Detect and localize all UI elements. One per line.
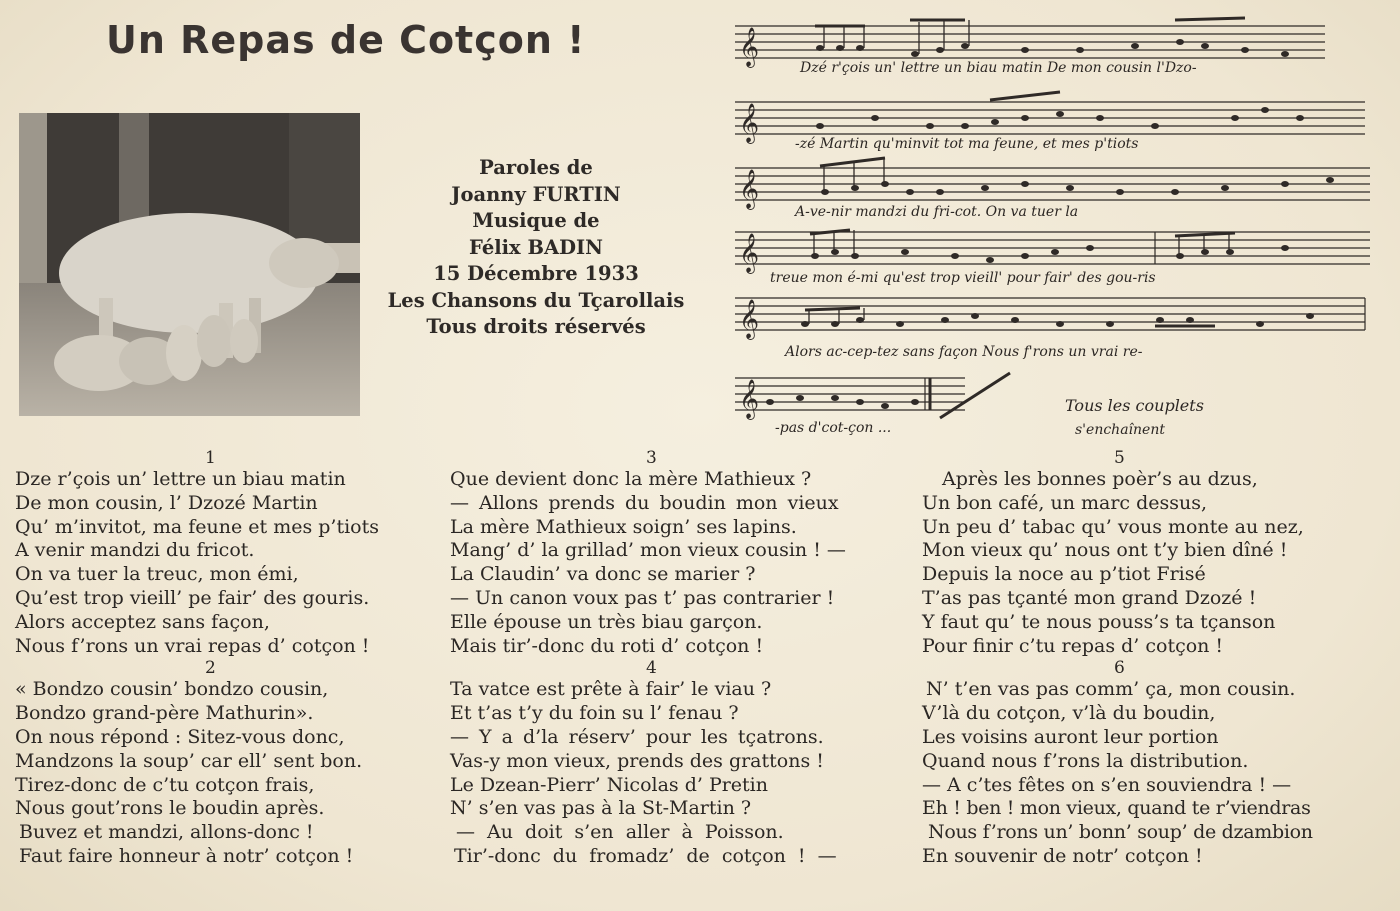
- verse-line: Faut faire honneur à notr’ cotçon !: [19, 844, 354, 867]
- verse-line: Eh ! ben ! mon vieux, quand te r’viendras: [922, 797, 1311, 820]
- verse-number: 1: [205, 448, 216, 468]
- credits-line: Paroles de: [479, 156, 593, 179]
- verse-line: Y faut qu’ te nous pouss’s ta tçanson: [922, 610, 1276, 633]
- verse-line: Nous f’rons un’ bonn’ soup’ de dzambion: [928, 821, 1313, 844]
- verse-line: Et t’as t’y du foin su l’ fenau ?: [450, 702, 739, 725]
- verse-line: Le Dzean-Pierr’ Nicolas d’ Pretin: [450, 773, 768, 796]
- score-lyrics-3: A-ve-nir mandzi du fri-cot. On va tuer la: [795, 204, 1079, 220]
- verse-line: Mon vieux qu’ nous ont t’y bien dîné !: [922, 539, 1288, 562]
- clefs: [739, 27, 759, 420]
- verse-line: Buvez et mandzi, allons-donc !: [19, 821, 314, 844]
- score-note-couplets: Tous les couplets: [1065, 396, 1204, 415]
- svg-text:𝄞: 𝄞: [739, 299, 760, 339]
- verse-line: Ta vatce est prête à fair’ le viau ?: [450, 678, 772, 701]
- verse-line: Mandzons la soup’ car ell’ sent bon.: [15, 749, 363, 772]
- verse-line: Nous gout’rons le boudin après.: [15, 797, 325, 820]
- verse-line: Mais tir’-donc du roti d’ cotçon !: [450, 634, 764, 657]
- verse-line: En souvenir de notr’ cotçon !: [922, 844, 1203, 867]
- verse-line: La Claudin’ va donc se marier ?: [450, 563, 756, 586]
- pig-photograph: [19, 113, 360, 416]
- verse-line: Mang’ d’ la grillad’ mon vieux cousin ! —: [450, 539, 846, 562]
- verse-line: Bondzo grand-père Mathurin».: [15, 702, 314, 725]
- verse-line: On va tuer la treuc, mon émi,: [15, 563, 299, 586]
- verse-line: Que devient donc la mère Mathieux ?: [450, 468, 812, 490]
- verse-number: 5: [1114, 448, 1125, 468]
- verse-line: « Bondzo cousin’ bondzo cousin,: [15, 678, 329, 701]
- verse-line: A venir mandzi du fricot.: [15, 539, 255, 562]
- verse-line: — Au doit s’en aller à Poisson.: [456, 821, 784, 844]
- score-lyrics-6: -pas d'cot-çon ...: [775, 420, 892, 436]
- credits-line: 15 Décembre 1933: [433, 262, 639, 285]
- credits-line: Les Chansons du Tçarollais: [387, 288, 685, 312]
- credits-line: Musique de: [472, 209, 600, 232]
- page-title: Un Repas de Cotçon !: [106, 18, 586, 62]
- verse-number: 6: [1114, 658, 1125, 679]
- verse-line: — Un canon voux pas t’ pas contrarier !: [450, 586, 835, 609]
- verse-line: T’as pas tçanté mon grand Dzozé !: [922, 586, 1257, 609]
- verse-line: Nous f’rons un vrai repas d’ cotçon !: [15, 634, 370, 657]
- pigs-illustration: [19, 113, 360, 416]
- verse-line: Qu’est trop vieill’ pe fair’ des gouris.: [15, 586, 370, 609]
- verse-line: On nous répond : Sitez-vous donc,: [15, 725, 345, 748]
- svg-text:𝄞: 𝄞: [739, 169, 760, 209]
- verse-number: 2: [205, 658, 216, 679]
- credits-line: Tous droits réservés: [426, 315, 646, 338]
- score-lyrics-5: Alors ac-cep-tez sans façon Nous f'rons un vrai re-: [785, 344, 1143, 360]
- verse-line: De mon cousin, l’ Dzozé Martin: [15, 491, 318, 514]
- verse-line: Les voisins auront leur portion: [922, 725, 1219, 748]
- score-lyrics-2: -zé Martin qu'minvit tot ma feune, et mes p'tiots: [795, 136, 1139, 152]
- verse-line: N’ t’en vas pas comm’ ça, mon cousin.: [926, 678, 1296, 701]
- staff-5: [735, 298, 1365, 330]
- music-score: [725, 8, 1395, 443]
- verse-line: V’là du cotçon, v’là du boudin,: [922, 702, 1216, 725]
- verse-line: Elle épouse un très biau garçon.: [450, 610, 763, 633]
- verse-line: Depuis la noce au p’tiot Frisé: [922, 563, 1206, 586]
- verse-line: Qu’ m’invitot, ma feune et mes p’tiots: [15, 515, 379, 538]
- verse-column-3: [922, 448, 1392, 869]
- credits-line: Félix BADIN: [469, 235, 603, 259]
- score-note-enchainent: s'enchaînent: [1075, 422, 1165, 438]
- verse-line: Tir’-donc du fromadz’ de cotçon ! —: [454, 844, 837, 867]
- verse-line: Quand nous f’rons la distribution.: [922, 749, 1249, 772]
- svg-text:𝄞: 𝄞: [739, 103, 760, 143]
- verse-line: Tirez-donc de c’tu cotçon frais,: [15, 773, 315, 796]
- verse-line: Alors acceptez sans façon,: [15, 610, 270, 633]
- verse-line: Dze r’çois un’ lettre un biau matin: [15, 468, 346, 490]
- verse-line: — Y a d’la réserv’ pour les tçatrons.: [450, 725, 824, 748]
- verse-line: Après les bonnes poèr’s au dzus,: [942, 468, 1258, 490]
- verse-line: N’ s’en vas pas à la St-Martin ?: [450, 797, 752, 820]
- verse-column-1: [15, 448, 435, 869]
- staff-3: [735, 168, 1370, 200]
- svg-text:𝄞: 𝄞: [739, 379, 760, 419]
- credits: [368, 155, 704, 341]
- svg-text:𝄞: 𝄞: [739, 27, 760, 67]
- score-lyrics-1: Dzé r'çois un' lettre un biau matin De mon cousin l'Dzo-: [800, 60, 1197, 76]
- verse-number: 3: [646, 448, 657, 468]
- verse-line: — Allons prends du boudin mon vieux: [450, 491, 839, 514]
- verse-number: 4: [646, 658, 657, 679]
- verse-line: Vas-y mon vieux, prends des grattons !: [450, 749, 824, 772]
- svg-text:𝄞: 𝄞: [739, 233, 760, 273]
- verse-column-2: [450, 448, 910, 869]
- verse-line: La mère Mathieux soign’ ses lapins.: [450, 515, 797, 538]
- verse-line: Un bon café, un marc dessus,: [922, 491, 1208, 514]
- staff-2: [735, 102, 1365, 134]
- verse-line: Pour finir c’tu repas d’ cotçon !: [922, 634, 1224, 657]
- verse-line: — A c’tes fêtes on s’en souviendra ! —: [922, 773, 1292, 796]
- verse-line: Un peu d’ tabac qu’ vous monte au nez,: [922, 515, 1304, 538]
- staff-4: [735, 232, 1370, 264]
- credits-line: Joanny FURTIN: [451, 182, 621, 206]
- score-lyrics-4: treue mon é-mi qu'est trop vieill' pour fair' des gou-ris: [770, 270, 1156, 286]
